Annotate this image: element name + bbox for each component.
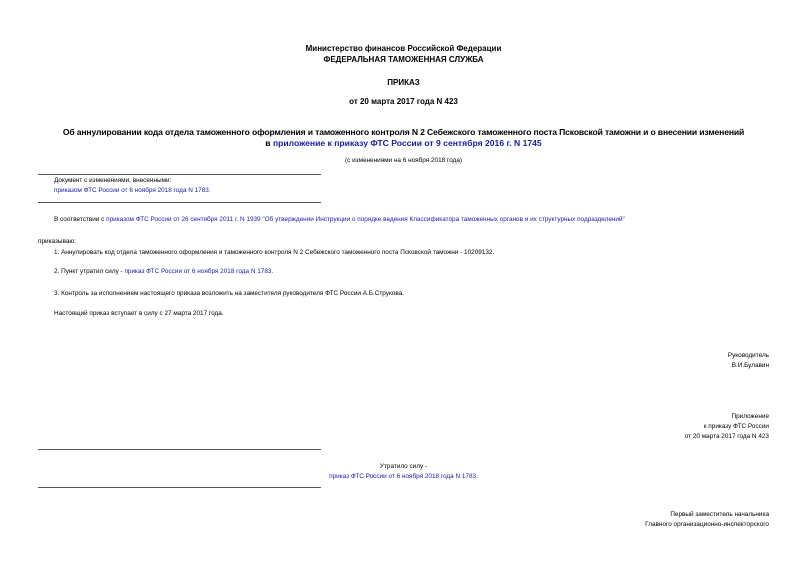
preamble-prefix: В соответствии с (54, 216, 107, 223)
effective-date: Настоящий приказ вступает в силу с 27 марта 2017 года. (54, 310, 224, 317)
order-word: приказываю: (38, 238, 76, 245)
preamble-instruction-link[interactable]: приказом ФТС России от 26 сентября 2011 г. N 1939 "Об утверждении Инструкции о порядке ведения Классификатора таможенных органов и их структурных подразделений" (106, 216, 625, 223)
document-title-line2 (0, 138, 807, 149)
expired-label: Утратило силу - (379, 463, 428, 470)
document-type: ПРИКАЗ (387, 78, 420, 87)
order-item-2-link[interactable]: приказ ФТС России от 6 ноября 2018 года N 1783. (124, 268, 274, 275)
order-item-2-prefix: 2. Пункт утратил силу - (54, 268, 125, 275)
service-name: ФЕДЕРАЛЬНАЯ ТАМОЖЕННАЯ СЛУЖБА (323, 55, 484, 64)
order-item-2 (54, 268, 273, 276)
appendix-line-2: к приказу ФТС России (703, 423, 769, 430)
footer-line-2: Главного организационно-инспекторского (645, 521, 769, 528)
appendix-line-3: от 20 марта 2017 года N 423 (684, 433, 769, 440)
order-item-1: 1. Аннулировать код отдела таможенного оформления и таможенного контроля N 2 Себежского таможенного поста Псковской таможни - 10209132. (54, 249, 495, 256)
signature-position: Руководитель (727, 352, 769, 359)
appendix-line-1: Приложение (731, 413, 769, 420)
expired-link[interactable]: приказ ФТС России от 6 ноября 2018 года N 1783. (329, 473, 478, 480)
divider-expired-top (38, 449, 321, 450)
order-item-3: 3. Контроль за исполнением настоящего приказа возложить на заместителя руководителя ФТС России А.Б.Струкова. (54, 290, 405, 297)
divider-bottom (38, 202, 321, 203)
title-amended-order-link[interactable]: приложение к приказу ФТС России от 9 сентября 2016 г. N 1745 (272, 138, 542, 148)
divider-expired-bottom (38, 487, 321, 488)
changes-note-label: Документ с изменениями, внесенными: (54, 177, 172, 184)
title-prefix: в (265, 138, 273, 148)
document-title-line1: Об аннулировании кода отдела таможенного оформления и таможенного контроля N 2 Себежского таможенного поста Псковской таможни и о внесении изменений (62, 127, 745, 137)
ministry-name: Министерство финансов Российской Федерации (305, 44, 502, 53)
preamble (54, 216, 625, 224)
signature-name: В.И.Булавин (731, 362, 769, 369)
changes-note-link[interactable]: приказом ФТС России от 6 ноября 2018 года N 1783. (54, 187, 211, 194)
document-date-number: от 20 марта 2017 года N 423 (349, 97, 458, 106)
revision-note: (с изменениями на 6 ноября 2018 года) (344, 157, 463, 164)
divider-top (38, 174, 321, 175)
footer-line-1: Первый заместитель начальника (670, 511, 769, 518)
